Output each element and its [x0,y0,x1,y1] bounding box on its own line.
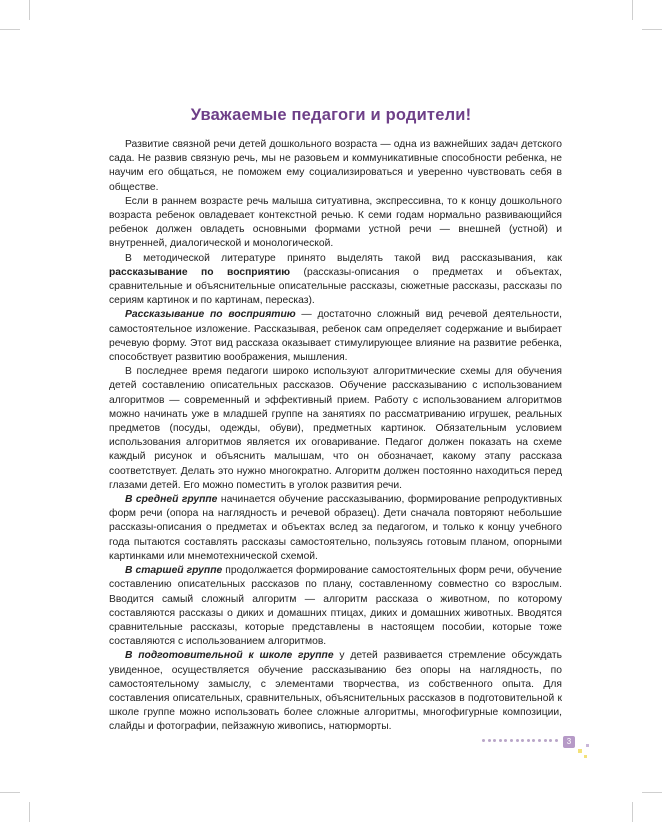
page-title: Уважаемые педагоги и родители! [190,106,472,124]
decorative-square-lilac [586,744,589,747]
crop-mark-bottom-right-horizontal [642,792,662,793]
paragraph-preparatory-group: В подготовительной к школе группе у детей развивается стремление обсуждать увиденное, осуществляется обучение рассказыванию без опоры на наглядность, по самостоятельному замыслу, с элементами творчества, из собственного опыта. Для составления описательных, сравнительных, объяснительных рассказов в подготовительной к школе группе можно использовать более сложные алгоритмы, многофигурные композиции, слайды и фотографии, пейзажную живопись, натюрморты. [109,650,562,733]
term-storytelling: рассказывание по восприятию [109,266,291,278]
decorative-square-yellow [578,749,582,753]
paragraph-senior-group: В старшей группе продолжается формирование самостоятельных форм речи, обучение составлению описательных рассказов по плану, составленному совместно со взрослым. Вводится самый сложный алгоритм — алгоритм рассказа о животном, по которому составляются рассказы о диких и домашних птицах, диких и домашних животных. Вводятся сравнительные рассказы, которые представлены в настоящем пособии, которые тоже составляются с использованием алгоритмов. [109,565,563,648]
crop-mark-bottom-left-horizontal [0,792,20,793]
crop-mark-top-right-vertical [632,0,633,20]
paragraph-methodology: В методической литературе принято выделять такой вид рассказывания, как рассказывание по восприятию (рассказы-описания о предметах и объектах, сравнительные и объяснительные описательные рассказы, сюжетные рассказы, рассказы по сериям картинок и по картинам, пересказ). [109,252,563,307]
paragraph-middle-group: В средней группе начинается обучение рассказыванию, формирование репродуктивных форм речи (опора на наглядность и речевой образец). Дети сначала повторяют небольшие рассказы-описания о предметах и объектах вслед за педагогом, и только к концу учебного года пытаются составлять рассказы самостоятельно, пользуясь готовым планом, опорными картинками или мнемотехнической схемой. [109,494,563,562]
paragraph-storytelling-definition: Рассказывание по восприятию — достаточно сложный вид речевой деятельности, самостоятельное изложение. Рассказывая, ребенок сам определяет содержание и выбирает речевую форму. Этот вид рассказа оказывает стимулирующее влияние на развитие ребенка, способствует развитию воображения, мышления. [109,309,562,364]
term-middle-group: В средней группе [125,494,218,506]
paragraph-early-age: Если в раннем возрасте речь малыша ситуативна, экспрессивна, то к концу дошкольного возраста ребенок овладевает контекстной речью. К семи годам нормально развивающийся ребенок должен овладеть основными формами устной речи — внешней (устной) и внутренней, диалогической и монологической. [109,195,562,250]
footer-dotted-line [482,739,558,745]
term-storytelling-italic: Рассказывание по восприятию [125,309,296,321]
page-number-badge: 3 [563,736,575,748]
crop-mark-bottom-right-vertical [632,802,633,822]
decorative-square-yellow-small [584,755,587,758]
crop-mark-bottom-left-vertical [29,802,30,822]
paragraph-algorithms: В последнее время педагоги широко используют алгоритмические схемы для обучения детей составлению описательных рассказов. Обучение рассказыванию с использованием алгоритмов — современный и эффективный прием. Работу с использованием алгоритмов можно начинать уже в младшей группе на занятиях по рассматриванию игрушек, реальных предметов (посуды, одежды, обуви), предметных картинок. Обязательным условием использования алгоритмов является их оговаривание. Педагог должен показать на схеме каждый рисунок и объяснить малышам, что он обозначает, какому этапу рассказа соответствует. Делать это нужно многократно. Алгоритм должен постоянно находиться перед глазами детей. Его можно поместить в уголок развития речи. [109,366,562,491]
term-senior-group: В старшей группе [125,565,223,577]
crop-mark-top-left-vertical [29,0,30,20]
crop-mark-top-right-horizontal [642,29,662,30]
body-text [109,138,562,735]
paragraph-intro: Развитие связной речи детей дошкольного возраста — одна из важнейших задач детского сада. Не развив связную речь, мы не разовьем и коммуникативные способности ребенка, не научим его общаться, не поможем ему социализироваться и уверенно чувствовать себя в обществе. [109,139,562,193]
term-preparatory-group: В подготовительной к школе группе [125,650,334,662]
crop-mark-top-left-horizontal [0,29,20,30]
